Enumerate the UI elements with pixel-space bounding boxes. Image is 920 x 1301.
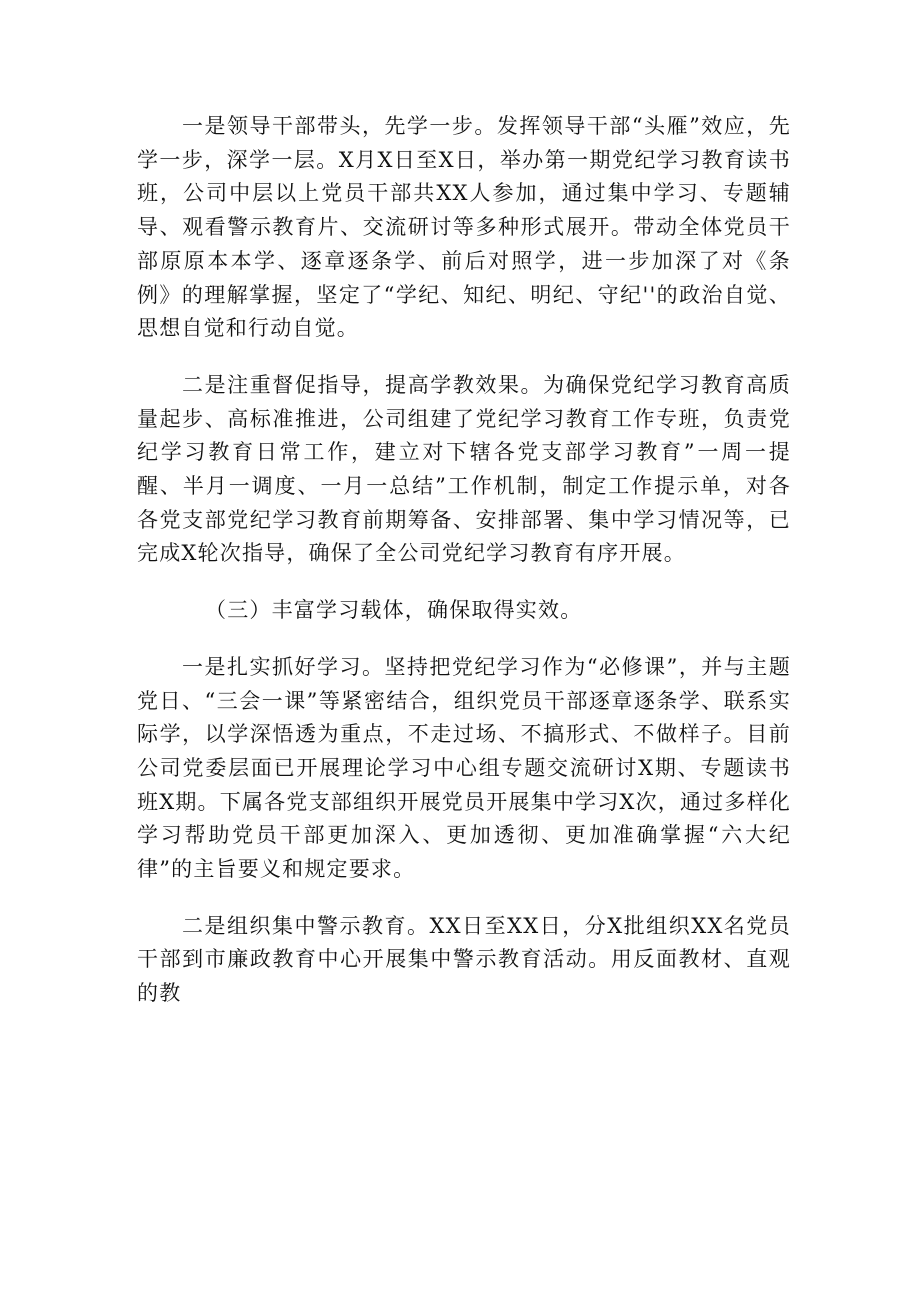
paragraph-study: 一是扎实抓好学习。坚持把党纪学习作为“必修课”，并与主题党日、“三会一课”等紧密结合，组织党员干部逐章逐条学、联系实际学，以学深悟透为重点，不走过场、不搞形式、不做样子。目前公司党委层面已开展理论学习中心组专题交流研讨X期、专题读书班X期。下属各党支部组织开展党员开展集中学习X次，通过多样化学习帮助党员干部更加深入、更加透彻、更加准确掌握“六大纪律”的主旨要义和规定要求。	[137, 654, 791, 882]
paragraph-warning-education: 二是组织集中警示教育。XX日至XX日，分X批组织XX名党员干部到市廉政教育中心开展集中警示教育活动。用反面教材、直观的教	[137, 913, 791, 1006]
paragraph-supervision: 二是注重督促指导，提高学教效果。为确保党纪学习教育高质量起步、高标准推进，公司组建了党纪学习教育工作专班，负责党纪学习教育日常工作，建立对下辖各党支部学习教育”一周一提醒、半月一调度、一月一总结”工作机制，制定工作提示单，对各各党支部党纪学习教育前期筹备、安排部署、集中学习情况等，已完成X轮次指导，确保了全公司党纪学习教育有序开展。	[137, 372, 791, 566]
section-heading-three: （三）丰富学习载体，确保取得实效。	[205, 598, 583, 623]
paragraph-leader-first: 一是领导干部带头，先学一步。发挥领导干部“头雁”效应，先学一步，深学一层。X月X日至X日，举办第一期党纪学习教育读书班，公司中层以上党员干部共XX人参加，通过集中学习、专题辅导、观看警示教育片、交流研讨等多种形式展开。带动全体党员干部原原本本学、逐章逐条学、前后对照学，进一步加深了对《条例》的理解掌握，坚定了“学纪、知纪、明纪、守纪''的政治自觉、思想自觉和行动自觉。	[137, 114, 791, 341]
